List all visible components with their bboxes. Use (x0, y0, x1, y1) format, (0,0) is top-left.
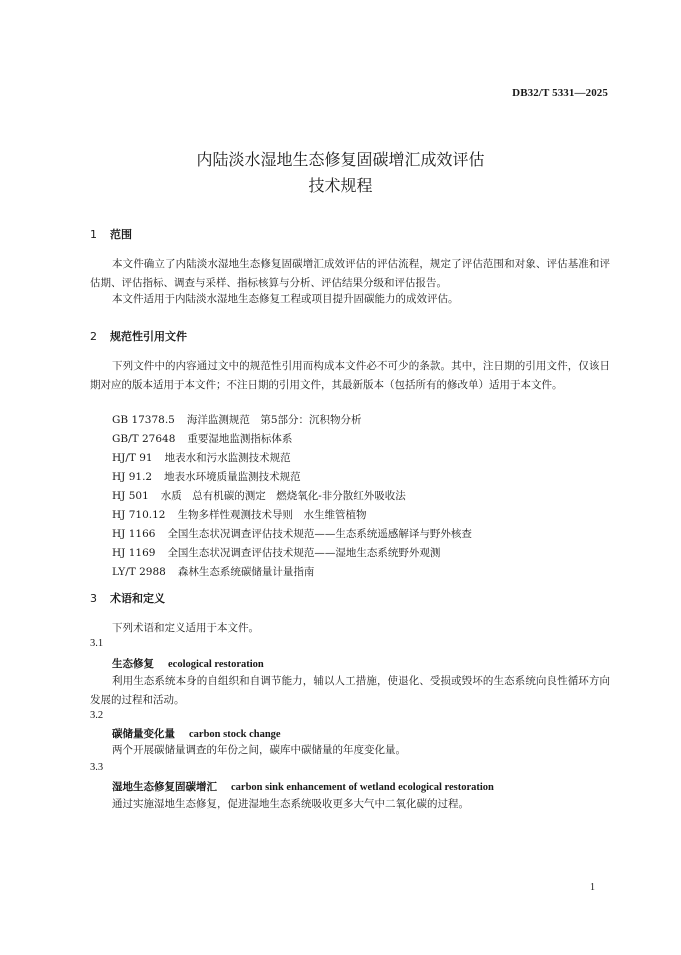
reference-title: 全国生态状况调查评估技术规范——湿地生态系统野外观测 (167, 547, 441, 559)
section-title: 术语和定义 (110, 592, 165, 605)
section-3-intro: 下列术语和定义适用于本文件。 (112, 622, 259, 634)
reference-code: LY/T 2988 (112, 566, 166, 578)
section-title: 范围 (110, 228, 132, 241)
term-number: 3.1 (90, 638, 104, 649)
term-en: carbon stock change (189, 729, 281, 740)
term-number: 3.2 (90, 710, 104, 721)
reference-item (112, 525, 472, 544)
term-definition: 利用生态系统本身的自组织和自调节能力，辅以人工措施，使退化、受损或毁坏的生态系统向良性循环方向发展的过程和活动。 (90, 675, 610, 706)
reference-code: HJ/T 91 (112, 452, 153, 464)
reference-item (112, 544, 472, 563)
reference-item (112, 430, 472, 449)
term-zh: 碳储量变化量 (112, 728, 175, 740)
reference-item (112, 506, 472, 525)
reference-item (112, 487, 472, 506)
term-heading (112, 726, 281, 741)
section-2-heading (90, 328, 187, 344)
section-number: 3 (90, 592, 97, 605)
reference-code: HJ 1169 (112, 547, 156, 559)
term-en: carbon sink enhancement of wetland ecological restoration (231, 782, 494, 793)
reference-title: 地表水环境质量监测技术规范 (164, 471, 301, 483)
page-number: 1 (590, 882, 595, 893)
term-number: 3.3 (90, 762, 104, 773)
section-1-heading (90, 226, 132, 242)
term-zh: 湿地生态修复固碳增汇 (112, 781, 217, 793)
section-1-paragraph-1: 本文件确立了内陆淡水湿地生态修复固碳增汇成效评估的评估流程，规定了评估范围和对象、评估基准和评估期、评估指标、调查与采样、指标核算与分析、评估结果分级和评估报告。 (90, 258, 610, 289)
reference-title: 地表水和污水监测技术规范 (164, 452, 291, 464)
term-zh: 生态修复 (112, 658, 154, 670)
reference-code: HJ 91.2 (112, 471, 153, 483)
section-1-paragraph-2: 本文件适用于内陆淡水湿地生态修复工程或项目提升固碳能力的成效评估。 (112, 293, 459, 305)
term-definition: 两个开展碳储量调查的年份之间，碳库中碳储量的年度变化量。 (112, 744, 406, 756)
reference-title: 森林生态系统碳储量计量指南 (177, 566, 315, 578)
reference-item (112, 411, 472, 430)
section-title: 规范性引用文件 (110, 330, 187, 343)
reference-code: HJ 1166 (112, 528, 156, 540)
term-definition: 通过实施湿地生态修复，促进湿地生态系统吸收更多大气中二氧化碳的过程。 (112, 798, 469, 810)
reference-title: 水质 总有机碳的测定 燃烧氧化-非分散红外吸收法 (160, 490, 406, 502)
reference-title: 生物多样性观测技术导则 水生维管植物 (177, 509, 367, 521)
term-heading (112, 779, 494, 794)
reference-item (112, 563, 472, 582)
reference-item (112, 449, 472, 468)
term-en: ecological restoration (168, 659, 264, 670)
reference-code: HJ 501 (112, 490, 149, 502)
term-heading (112, 656, 264, 671)
reference-code: GB 17378.5 (112, 414, 175, 426)
document-title-line-1: 内陆淡水湿地生态修复固碳增汇成效评估 (196, 150, 485, 169)
reference-title: 重要湿地监测指标体系 (187, 433, 293, 445)
section-2-paragraph-1: 下列文件中的内容通过文中的规范性引用而构成本文件必不可少的条款。其中，注日期的引用文件，仅该日期对应的版本适用于本文件；不注日期的引用文件，其最新版本（包括所有的修改单）适用于本文件。 (90, 360, 610, 391)
reference-code: HJ 710.12 (112, 509, 166, 521)
document-code: DB32/T 5331—2025 (512, 87, 608, 99)
section-3-heading (90, 590, 165, 606)
document-title-line-2: 技术规程 (308, 176, 373, 195)
reference-title: 全国生态状况调查评估技术规范——生态系统遥感解译与野外核查 (167, 528, 472, 540)
normative-references-list (112, 411, 472, 582)
reference-title: 海洋监测规范 第5部分：沉积物分析 (186, 414, 362, 426)
reference-item (112, 468, 472, 487)
reference-code: GB/T 27648 (112, 433, 176, 445)
section-number: 1 (90, 228, 97, 241)
section-number: 2 (90, 330, 97, 343)
